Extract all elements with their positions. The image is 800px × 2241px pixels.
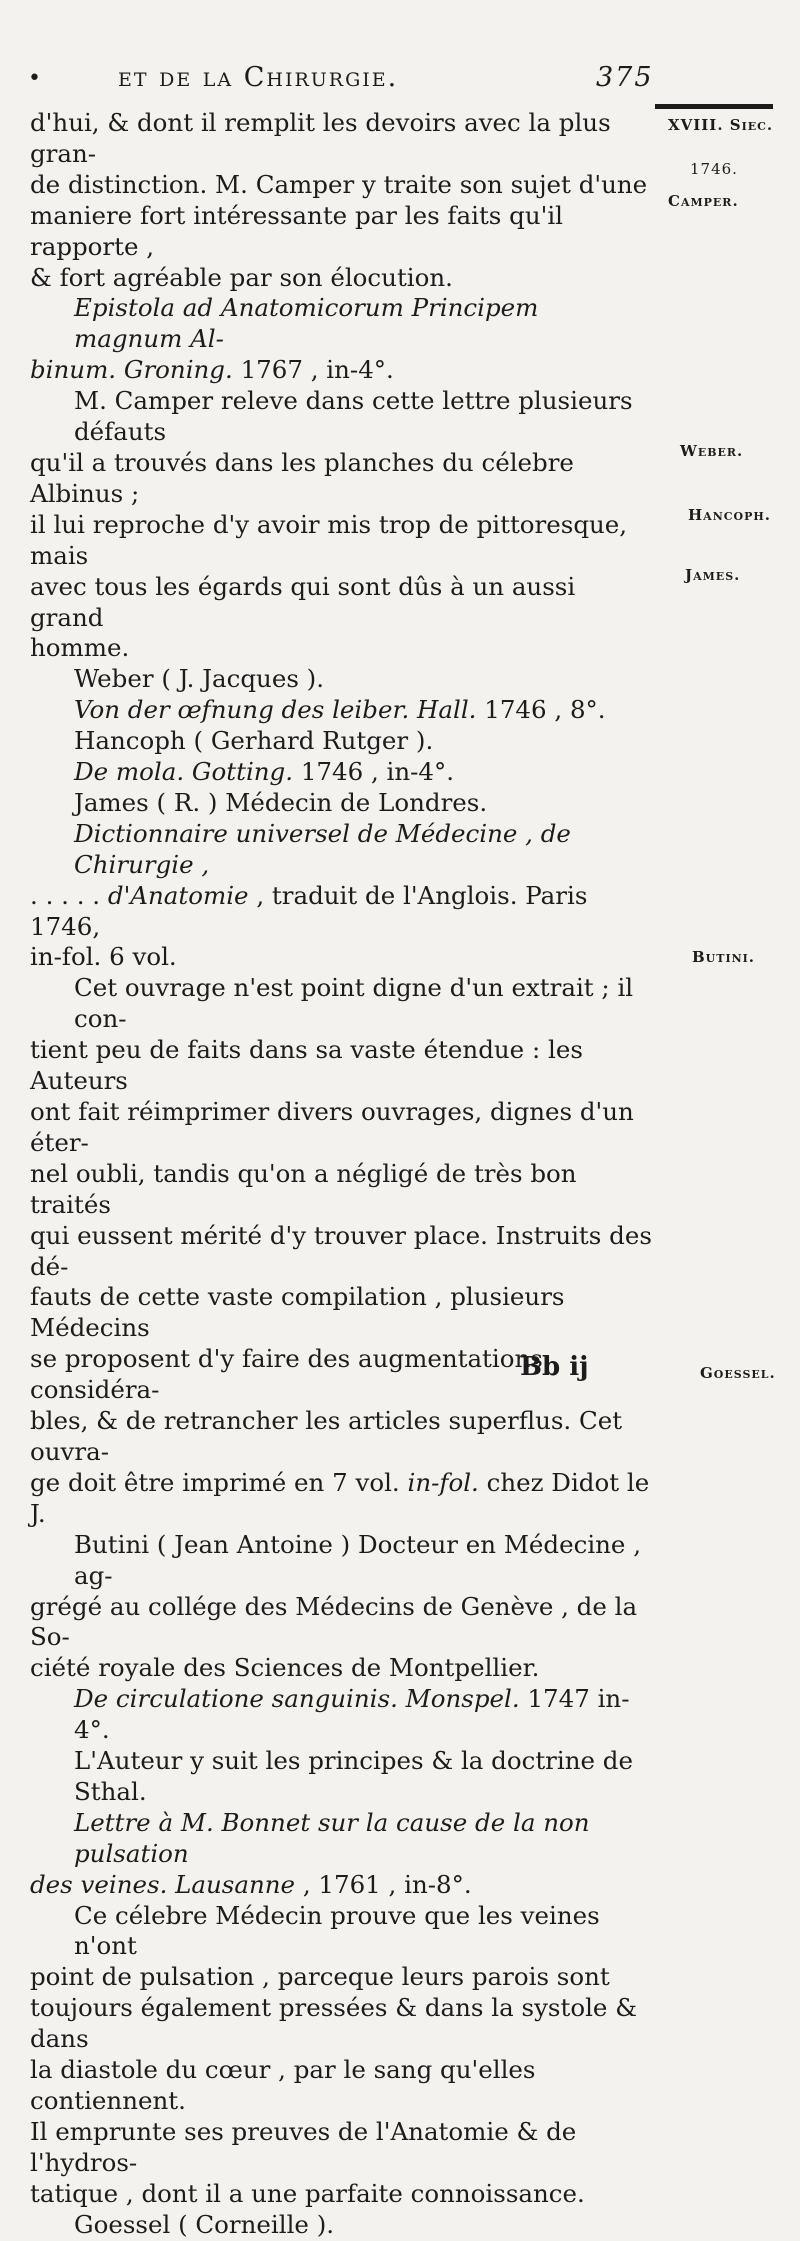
text-fragment: ge doit être imprimé en 7 vol. [30, 1467, 408, 1497]
text-fragment: chez Didot le J. [30, 1467, 650, 1528]
signature-mark: Bb ij [520, 1352, 589, 1382]
text-line: fauts de cette vaste compilation , plusieurs Médecins [30, 1282, 565, 1343]
title-fragment: binum. Groning. [30, 355, 233, 385]
text-line: Cet ouvrage n'est point digne d'un extrait ; il con- [74, 973, 634, 1034]
author-entry: James ( R. ) Médecin de Londres. [74, 787, 488, 817]
margin-note-butini: Butini. [692, 948, 756, 966]
text-fragment: 1746 , in-4°. [293, 757, 455, 787]
text-fragment: 1746 , 8°. [476, 695, 606, 725]
author-entry: Goessel ( Corneille ). [74, 2209, 335, 2239]
title-line: Lettre à M. Bonnet sur la cause de la non pulsation [74, 1807, 590, 1868]
margin-note-year: 1746. [690, 160, 738, 178]
text-line: nel oubli, tandis qu'on a négligé de très bon traités [30, 1158, 577, 1219]
text-line: ont fait réimprimer divers ouvrages, dignes d'un éter- [30, 1097, 634, 1157]
page-number: 375 [596, 62, 654, 93]
title-line: Dictionnaire universel de Médecine , de Chirurgie , [74, 818, 571, 879]
text-line: bles, & de retrancher les articles superflus. Cet ouvra- [30, 1406, 623, 1466]
body-text [30, 108, 652, 2241]
text-line: tient peu de faits dans sa vaste étendue : les Auteurs [30, 1035, 583, 1096]
text-line [30, 1684, 652, 1746]
text-line: & fort agréable par son élocution. [30, 262, 453, 292]
title-line: Epistola ad Anatomicorum Principem magnum Al- [74, 293, 539, 354]
running-header [28, 62, 654, 102]
text-line: in-fol. 6 vol. [30, 942, 177, 972]
text-line: grégé au collége des Médecins de Genève , de la So- [30, 1591, 638, 1652]
text-line: Ce célebre Médecin prouve que les veines n'ont [74, 1900, 600, 1961]
text-line [30, 695, 652, 726]
margin-note-hancoph: Hancoph. [688, 506, 771, 524]
text-line: se proposent d'y faire des augmentations considéra- [30, 1344, 543, 1405]
margin-rule [655, 104, 773, 109]
text-line: la diastole du cœur , par le sang qu'elles contiennent. [30, 2055, 536, 2115]
text-line: Il emprunte ses preuves de l'Anatomie & de l'hydros- [30, 2116, 577, 2177]
margin-note-goessel: Goessel. [700, 1364, 776, 1382]
title-fragment: De mola. Gotting. [74, 757, 294, 787]
title-fragment: des veines. Lausanne [30, 1869, 296, 1899]
author-entry: Butini ( Jean Antoine ) Docteur en Médecine , ag- [74, 1529, 642, 1590]
text-line: il lui reproche d'y avoir mis trop de pittoresque, mais [30, 509, 628, 570]
text-fragment: 1767 , in-4°. [232, 355, 394, 385]
text-line: ciété royale des Sciences de Montpellier. [30, 1653, 540, 1683]
title-fragment: in-fol. [407, 1467, 479, 1497]
title-fragment: d'Anatomie [107, 880, 249, 910]
text-line: tatique , dont il a une parfaite connoissance. [30, 2178, 585, 2208]
text-line: maniere fort intéressante par les faits qu'il rapporte , [30, 200, 564, 261]
text-line: homme. [30, 633, 130, 663]
text-line [30, 1468, 652, 1530]
text-line: point de pulsation , parceque leurs parois sont [30, 1962, 610, 1992]
text-fragment: , 1761 , in-8°. [295, 1869, 472, 1899]
text-line: qu'il a trouvés dans les planches du célebre Albinus ; [30, 447, 574, 508]
text-fragment: 1747 in-4°. [74, 1684, 630, 1745]
margin-note-century: XVIII. Siec. [668, 116, 774, 134]
author-entry: Weber ( J. Jacques ). [74, 664, 325, 694]
margin-note-weber: Weber. [680, 442, 744, 460]
text-fragment: , traduit de l'Anglois. Paris 1746, [30, 880, 588, 941]
author-entry: Hancoph ( Gerhard Rutger ). [74, 726, 434, 756]
header-ornament: • [28, 66, 43, 91]
title-fragment: De circulatione sanguinis. Monspel. [74, 1684, 520, 1714]
text-line: L'Auteur y suit les principes & la doctrine de Sthal. [74, 1746, 633, 1806]
margin-note-james: James. [685, 566, 741, 584]
margin-note-camper: Camper. [668, 192, 739, 210]
text-line [30, 881, 652, 943]
text-line: M. Camper releve dans cette lettre plusieurs défauts [74, 386, 633, 447]
text-line: qui eussent mérité d'y trouver place. Instruits des dé- [30, 1220, 652, 1281]
text-line: avec tous les égards qui sont dûs à un aussi grand [30, 571, 576, 632]
text-line: d'hui, & dont il remplit les devoirs avec la plus gran- [30, 108, 611, 168]
running-title: et de la Chirurgie. [118, 62, 399, 93]
title-fragment: Von der œfnung des leiber. Hall. [74, 695, 477, 725]
text-fragment: . . . . . [30, 880, 108, 910]
text-line [30, 1870, 652, 1901]
text-line: de distinction. M. Camper y traite son sujet d'une [30, 169, 648, 199]
text-line [30, 757, 652, 788]
text-line: toujours également pressées & dans la systole & dans [30, 1993, 638, 2054]
text-line [30, 355, 652, 386]
